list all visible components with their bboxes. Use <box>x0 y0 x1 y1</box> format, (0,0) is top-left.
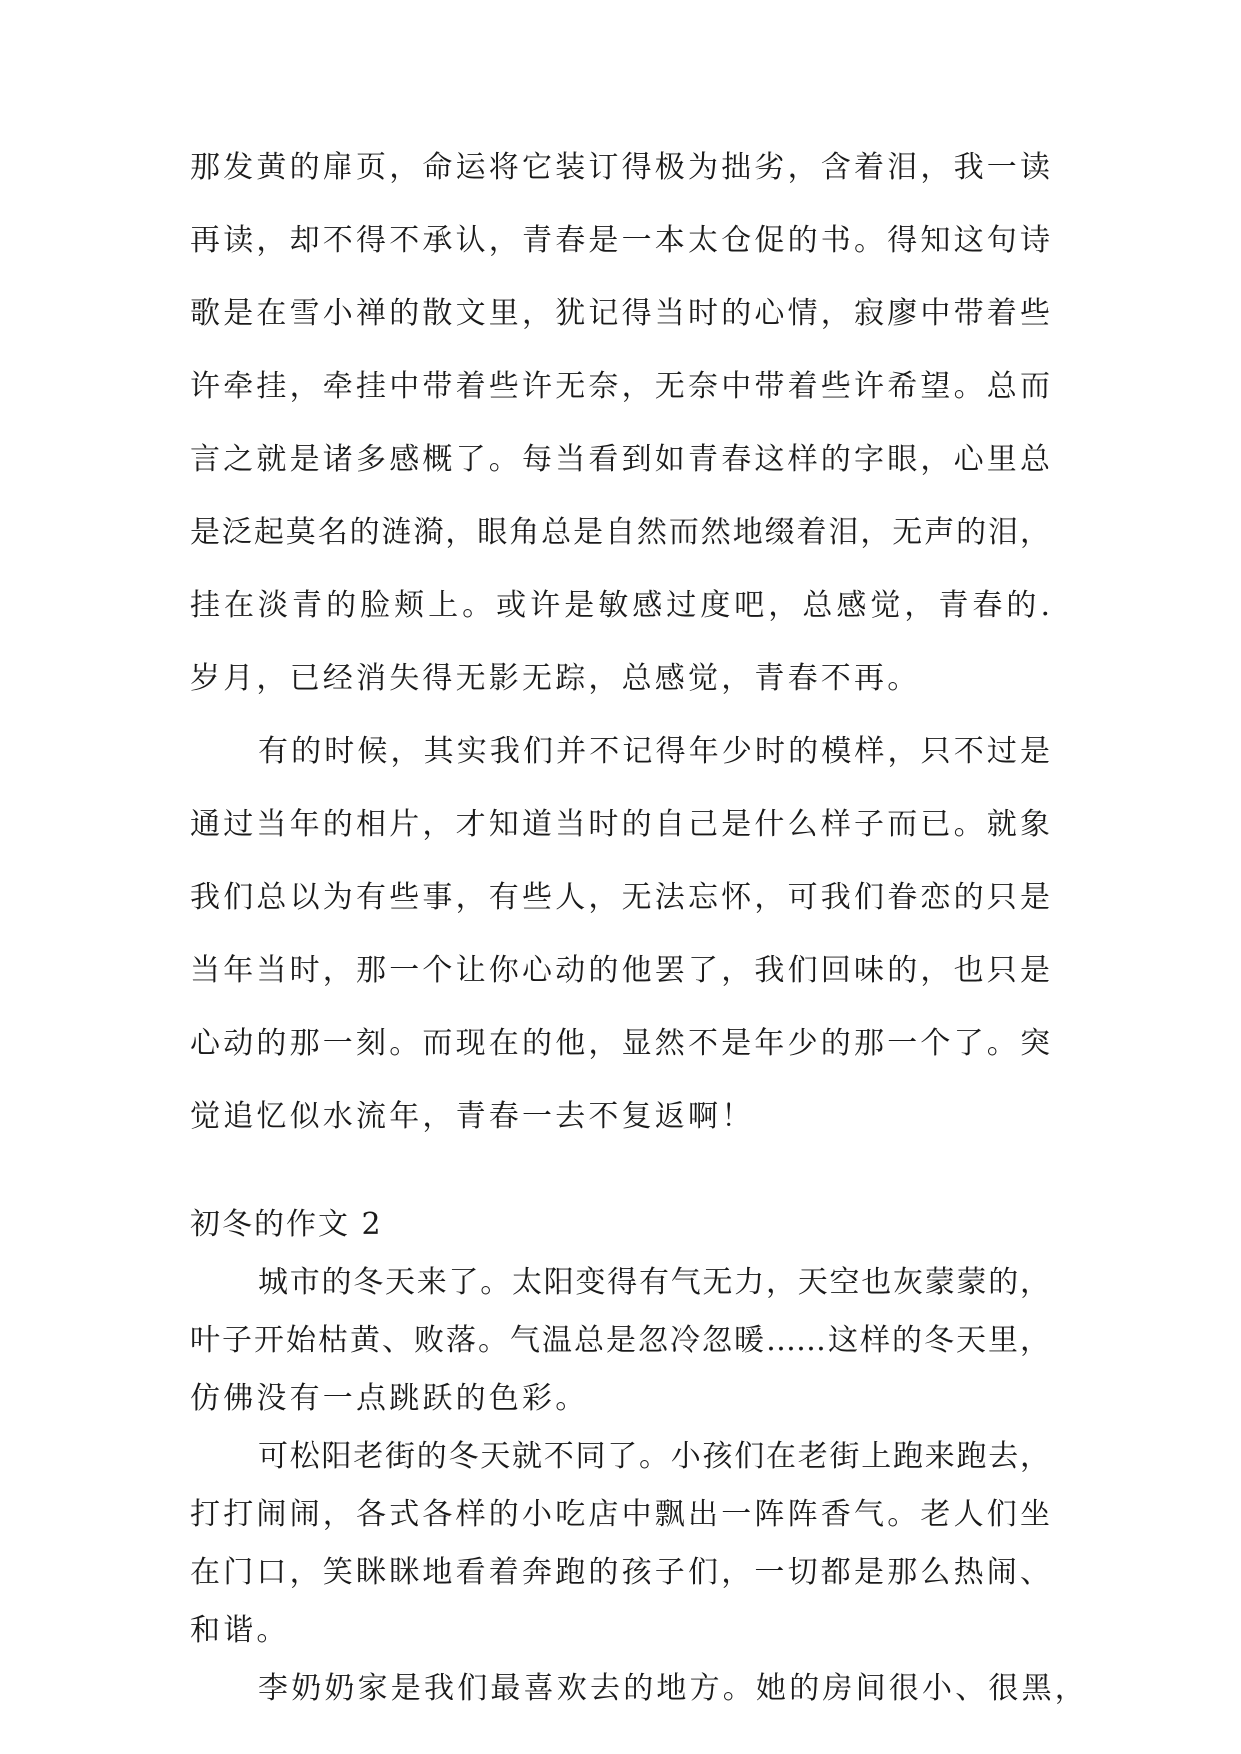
text-line: 那发黄的扉页，命运将它装订得极为拙劣，含着泪，我一读 <box>190 150 1050 185</box>
text-line: 再读，却不得不承认，青春是一本太仓促的书。得知这句诗 <box>190 223 1050 258</box>
text-line: 李奶奶家是我们最喜欢去的地方。她的房间很小、很黑， <box>258 1671 1088 1706</box>
text-line: 言之就是诸多感概了。每当看到如青春这样的字眼，心里总 <box>190 442 1050 477</box>
text-line: 在门口，笑眯眯地看着奔跑的孩子们，一切都是那么热闹、 <box>190 1555 1050 1590</box>
text-line: 歌是在雪小禅的散文里，犹记得当时的心情，寂廖中带着些 <box>190 296 1050 331</box>
text-line: 觉追忆似水流年，青春一去不复返啊！ <box>190 1099 755 1134</box>
text-line: 我们总以为有些事，有些人，无法忘怀，可我们眷恋的只是 <box>190 880 1050 915</box>
text-line: 岁月，已经消失得无影无踪，总感觉，青春不再。 <box>190 661 921 696</box>
text-line: 通过当年的相片，才知道当时的自己是什么样子而已。就象 <box>190 807 1050 842</box>
text-line: 叶子开始枯黄、败落。气温总是忽冷忽暖……这样的冬天里， <box>190 1323 1050 1358</box>
text-line: 心动的那一刻。而现在的他，显然不是年少的那一个了。突 <box>190 1026 1050 1061</box>
text-line: 当年当时，那一个让你心动的他罢了，我们回味的，也只是 <box>190 953 1050 988</box>
text-line: 仿佛没有一点跳跃的色彩。 <box>190 1381 589 1416</box>
text-line: 可松阳老街的冬天就不同了。小孩们在老街上跑来跑去， <box>258 1439 1050 1474</box>
text-line: 许牵挂，牵挂中带着些许无奈，无奈中带着些许希望。总而 <box>190 369 1050 404</box>
essay-title: 初冬的作文 2 <box>190 1207 383 1242</box>
text-line: 和谐。 <box>190 1613 290 1648</box>
text-line: 挂在淡青的脸颊上。或许是敏感过度吧，总感觉，青春的. <box>190 588 1050 623</box>
text-line: 打打闹闹，各式各样的小吃店中飘出一阵阵香气。老人们坐 <box>190 1497 1050 1532</box>
text-line: 城市的冬天来了。太阳变得有气无力，天空也灰蒙蒙的， <box>258 1265 1050 1300</box>
text-line: 是泛起莫名的涟漪，眼角总是自然而然地缀着泪，无声的泪， <box>190 515 1050 550</box>
text-line: 有的时候，其实我们并不记得年少时的模样，只不过是 <box>258 734 1050 769</box>
